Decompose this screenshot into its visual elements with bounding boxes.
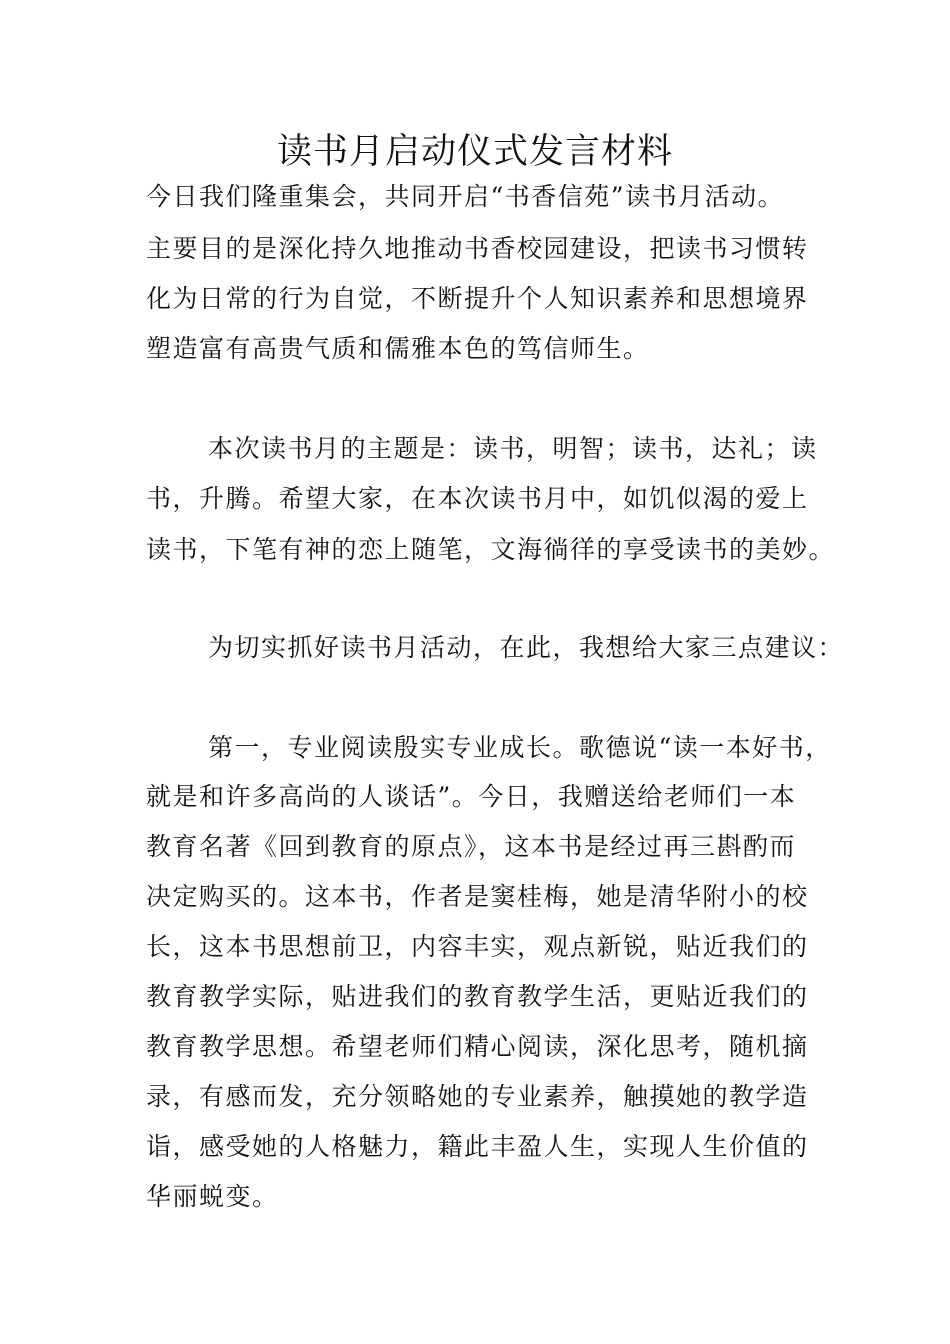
document-title: 读书月启动仪式发言材料 bbox=[276, 132, 673, 172]
paragraph-2-line-3: 读书，下笔有神的恋上随笔，文海徜徉的享受读书的美妙。 bbox=[146, 535, 836, 564]
paragraph-3-line-1: 为切实抓好读书月活动，在此，我想给大家三点建议： bbox=[208, 633, 845, 662]
paragraph-4-line-9: 诣，感受她的人格魅力，籍此丰盈人生，实现人生价值的 bbox=[146, 1132, 809, 1161]
paragraph-4-line-1: 第一，专业阅读殷实专业成长。歌德说“读一本好书， bbox=[208, 733, 832, 762]
paragraph-1-line-4: 塑造富有高贵气质和儒雅本色的笃信师生。 bbox=[146, 334, 650, 363]
paragraph-4-line-4: 决定购买的。这本书，作者是窦桂梅，她是清华附小的校 bbox=[146, 882, 809, 911]
paragraph-4-line-3: 教育名著《回到教育的原点》，这本书是经过再三斟酌而 bbox=[146, 832, 797, 861]
paragraph-2-line-2: 书，升腾。希望大家，在本次读书月中，如饥似渴的爱上 bbox=[146, 484, 809, 513]
paragraph-4-line-8: 录，有感而发，充分领略她的专业素养，触摸她的教学造 bbox=[146, 1082, 809, 1111]
paragraph-1-line-3: 化为日常的行为自觉，不断提升个人知识素养和思想境界 bbox=[146, 284, 809, 313]
paragraph-4-line-6: 教育教学实际，贴进我们的教育教学生活，更贴近我们的 bbox=[146, 982, 809, 1011]
paragraph-4-line-2: 就是和许多高尚的人谈话”。今日，我赠送给老师们一本 bbox=[146, 782, 797, 811]
paragraph-4-line-10: 华丽蜕变。 bbox=[146, 1182, 279, 1211]
paragraph-1-line-1: 今日我们隆重集会，共同开启“书香信苑”读书月活动。 bbox=[146, 182, 785, 211]
paragraph-4-line-5: 长，这本书思想前卫，内容丰实，观点新锐，贴近我们的 bbox=[146, 932, 809, 961]
paragraph-4-line-7: 教育教学思想。希望老师们精心阅读，深化思考，随机摘 bbox=[146, 1032, 809, 1061]
paragraph-1-line-2: 主要目的是深化持久地推动书香校园建设，把读书习惯转 bbox=[146, 234, 809, 263]
paragraph-2-line-1: 本次读书月的主题是：读书，明智；读书，达礼；读 bbox=[208, 434, 818, 463]
